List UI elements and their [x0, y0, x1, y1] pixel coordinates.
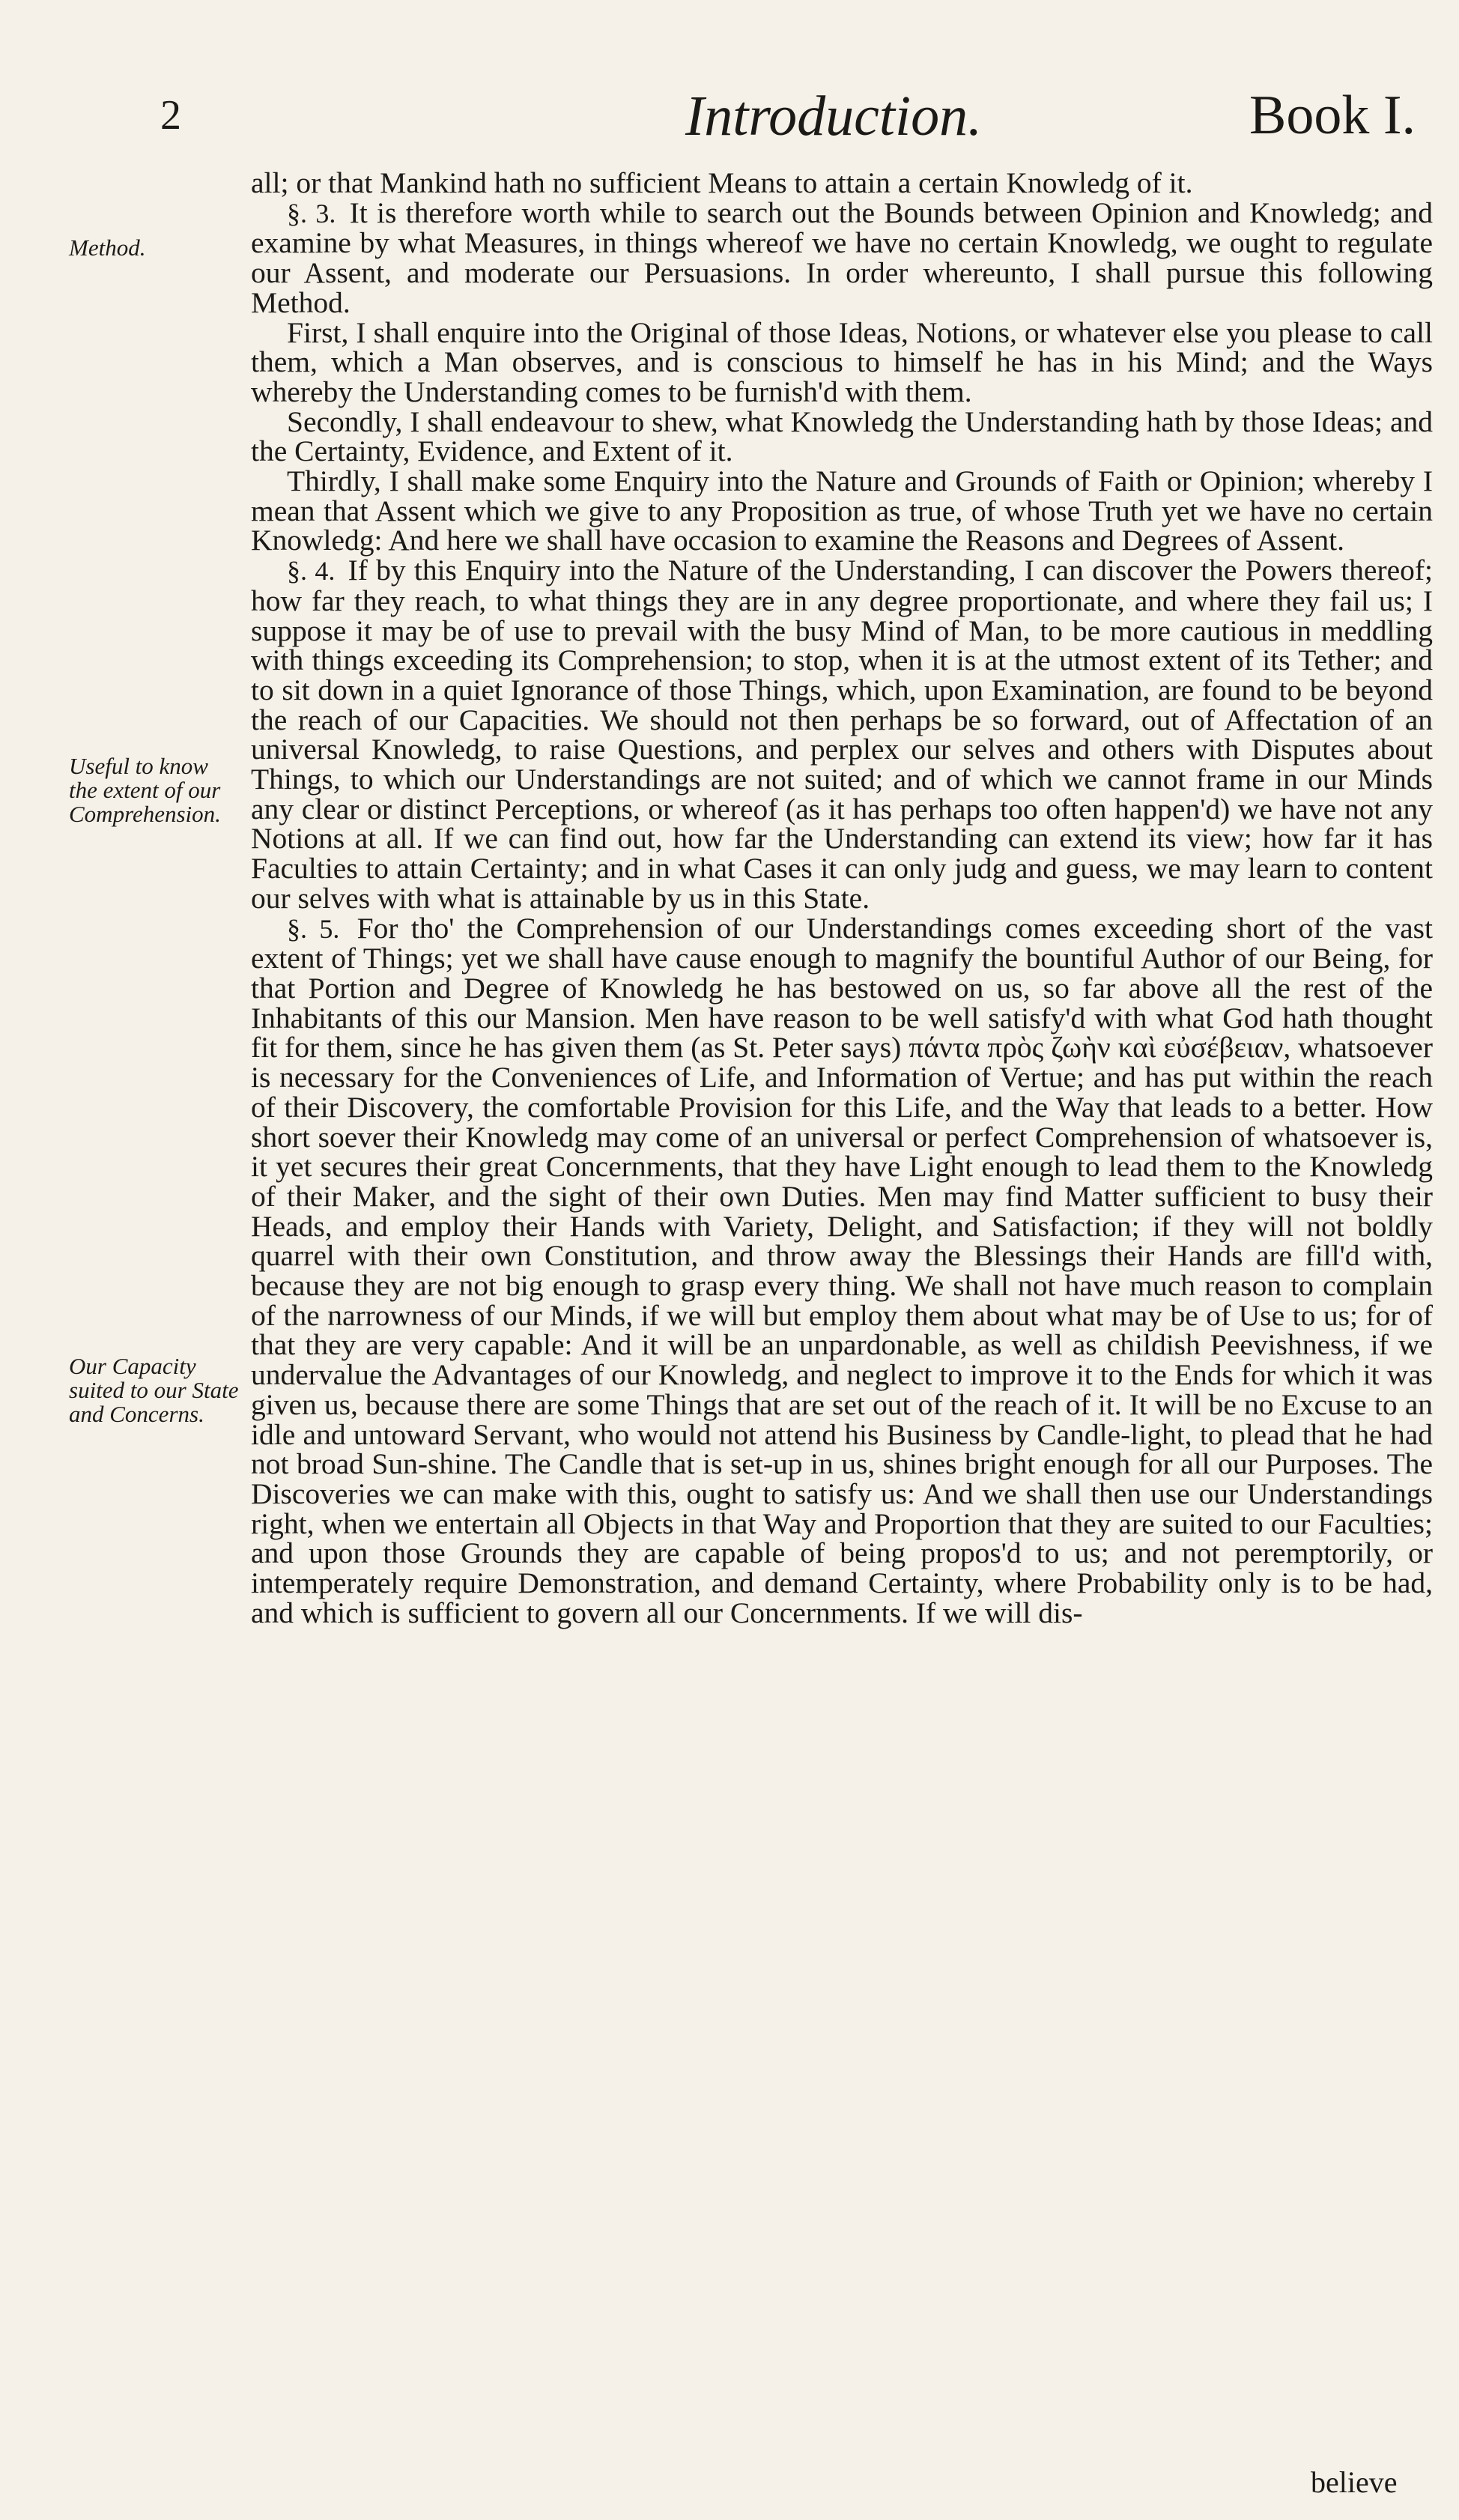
section-number: §. 3. — [287, 198, 336, 228]
marginal-note-capacity: Our Capacity suited to our State and Concerns. — [69, 1353, 239, 1427]
paragraph: Secondly, I shall endeavour to shew, what Knowledg the Understanding hath by those Ideas; and the Certainty, Evidence, and Extent of it. — [251, 405, 1433, 468]
section-number: §. 5. — [287, 913, 340, 944]
marginal-note-extent: Useful to know the extent of our Comprehension. — [69, 753, 221, 827]
marginal-note-method: Method. — [69, 234, 146, 261]
paragraph-text: For tho' the Comprehension of our Understandings comes exceeding short of the vast extent of Things; yet we shall have cause enough to magnify the bountiful Author of our Being, for that Portion and Degree of Knowledg he has bestowed on us, so far above all the rest of the Inhabitants of this our Mansion. Men have reason to be well satisfy'd with what God hath thought fit for them, since he has given them (as St. Peter says) πάντα πρὸς ζωὴν καὶ εὐσέβειαν, whatsoever is necessary for the Conveniences of Life, and Information of Vertue; and has put within the reach of their Discovery, the comfortable Provision for this Life, and the Way that leads to a better. How short soever their Knowledg may come of an universal or perfect Comprehension of whatsoever is, it yet secures their great Concernments, that they have Light enough to lead them to the Knowledg of their Maker, and the sight of their own Duties. Men may find Matter sufficient to busy their Heads, and employ their Hands with Variety, Delight, and Satisfaction; if they will not boldly quarrel with their own Constitution, and throw away the Blessings their Hands are fill'd with, because they are not big enough to grasp every thing. We shall not have much reason to complain of the narrowness of our Minds, if we will but employ them about what may be of Use to us; for of that they are very capable: And it will be an unpardonable, as well as childish Peevishness, if we undervalue the Advantages of our Knowledg, and neglect to improve it to the Ends for which it was given us, because there are some Things that are set out of the reach of it. It will be no Excuse to an idle and untoward Servant, who would not attend his Business by Candle-light, to plead that he had not broad Sun-shine. The Candle that is set-up in us, shines bright enough for all our Purposes. The Discoveries we can make with this, ought to satisfy us: And we shall then use our Understandings right, when we entertain all Objects in that Way and Proportion that they are suited to our Faculties; and upon those Grounds they are capable of being propos'd to us; and not peremptorily, or intemperately require Demonstration, and demand Certainty, where Probability only is to be had, and which is sufficient to govern all our Concernments. If we will dis- — [251, 911, 1433, 1629]
paragraph-text: If by this Enquiry into the Nature of the Understanding, I can discover the Powers thereof; how far they reach, to what things they are in any degree proportionate, and where they fail us; I suppose it may be of use to prevail with the busy Mind of Man, to be more cautious in meddling with things exceeding its Comprehension; to stop, when it is at the utmost extent of its Tether; and to sit down in a quiet Ignorance of those Things, which, upon Examination, are found to be beyond the reach of our Capacities. We should not then perhaps be so forward, out of Affectation of an universal Knowledg, to raise Questions, and perplex our selves and others with Disputes about Things, to which our Understandings are not suited; and of which we cannot frame in our Minds any clear or distinct Perceptions, or whereof (as it has perhaps too often happen'd) we have not any Notions at all. If we can find out, how far the Understanding can extend its view; how far it has Faculties to attain Certainty; and in what Cases it can only judg and guess, we may learn to content our selves with what is attainable by us in this State. — [251, 554, 1434, 915]
paragraph-text: It is therefore worth while to search out the Bounds between Opinion and Knowledg; and examine by what Measures, in things whereof we have no certain Knowledg, we ought to regulate our Assent, and moderate our Persuasions. In order whereunto, I shall pursue this following Method. — [251, 196, 1433, 319]
paragraph-section-3 — [251, 196, 1433, 319]
book-label: Book I. — [1249, 85, 1416, 146]
page-header — [0, 84, 1459, 151]
paragraph: Thirdly, I shall make some Enquiry into the Nature and Grounds of Faith or Opinion; whereby I mean that Assent which we give to any Proposition as true, of whose Truth yet we have no certain Knowledg: And here we shall have occasion to examine the Reasons and Degrees of Assent. — [251, 464, 1433, 557]
body-text — [251, 166, 1434, 1629]
paragraph: all; or that Mankind hath no sufficient Means to attain a certain Knowledg of it. — [251, 166, 1193, 199]
page-number: 2 — [160, 92, 181, 139]
running-title: Introduction. — [685, 85, 983, 148]
paragraph-section-5 — [251, 911, 1433, 1629]
paragraph: First, I shall enquire into the Original of those Ideas, Notions, or whatever else you please to call them, which a Man observes, and is conscious to himself he has in his Mind; and the Ways whereby the Understanding comes to be furnish'd with them. — [251, 315, 1433, 408]
section-number: §. 4. — [287, 556, 336, 587]
catchword: believe — [1311, 2465, 1398, 2499]
paragraph-section-4 — [251, 556, 1433, 913]
